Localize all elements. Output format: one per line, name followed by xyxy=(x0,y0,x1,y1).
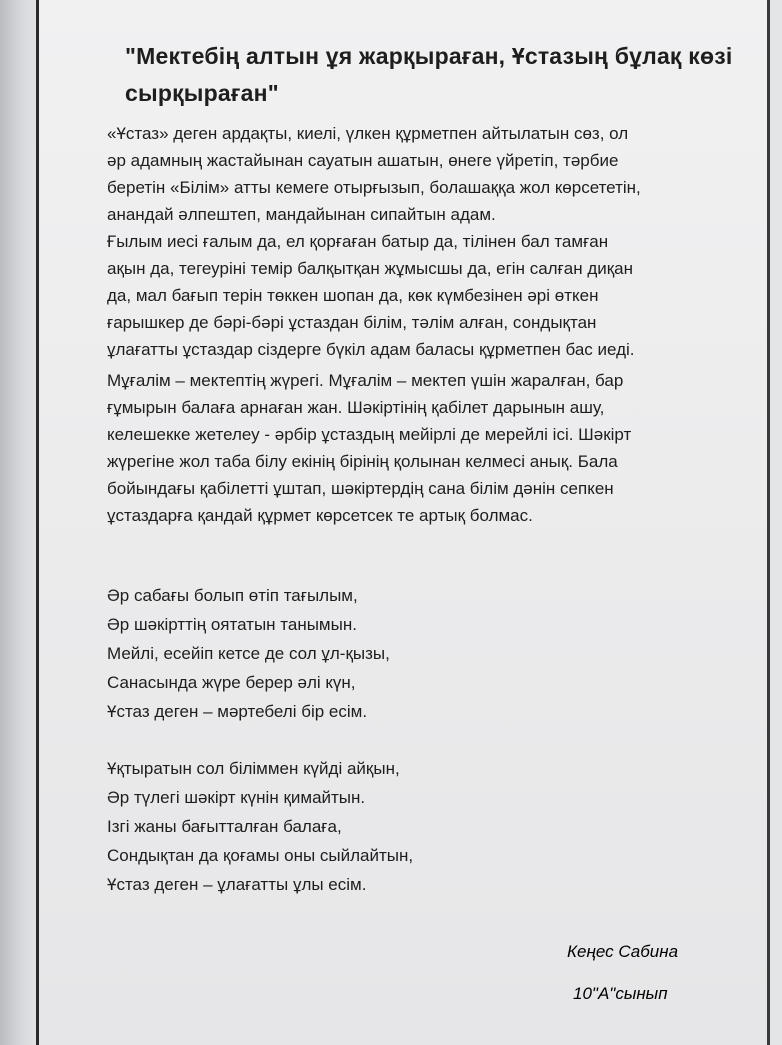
poem-stanza-1 xyxy=(107,581,747,726)
poem-line: Санасында жүре берер әлі күн, xyxy=(107,673,356,692)
text-line: келешекке жетелеу - әрбір ұстаздың мейірлі де мерейлі ісі. Шәкірт xyxy=(107,425,632,444)
text-line: бойындағы қабілетті ұштап, шәкіртердің сана білім дәнін сепкен xyxy=(107,479,614,498)
paragraph-1 xyxy=(107,120,747,228)
text-line: анандай әлпештеп, мандайынан сипайтын адам. xyxy=(107,205,496,224)
poem-line: Мейлі, есейіп кетсе де сол ұл-қызы, xyxy=(107,644,390,663)
poem-line: Ұстаз деген – ұлағатты ұлы есім. xyxy=(107,875,367,894)
text-line: ұстаздарға қандай құрмет көрсетсек те артық болмас. xyxy=(107,506,533,525)
author-name: Кеңес Сабина xyxy=(567,942,679,961)
poem-line: Сондықтан да қоғамы оны сыйлайтын, xyxy=(107,846,414,865)
document-title: "Мектебің алтын ұя жарқыраған, Ұстазың бұлақ көзі сырқыраған" xyxy=(125,43,733,106)
poem-line: Әр түлегі шәкірт күнін қимайтын. xyxy=(107,788,366,807)
poem-line: Әр сабағы болып өтіп тағылым, xyxy=(107,586,358,605)
text-line: әр адамның жастайынан сауатын ашатын, өнеге үйретіп, тәрбие xyxy=(107,151,619,170)
text-line: ғарышкер де бәрі-бәрі ұстаздан білім, тәлім алған, сондықтан xyxy=(107,313,597,332)
text-line: Мұғалім – мектептің жүрегі. Мұғалім – мектеп үшін жаралған, бар xyxy=(107,371,624,390)
text-line: «Ұстаз» деген ардақты, киелі, үлкен құрметпен айтылатын сөз, ол xyxy=(107,124,629,143)
poem-line: Ізгі жаны бағытталған балаға, xyxy=(107,817,342,836)
poem-line: Әр шәкірттің оятатын танымын. xyxy=(107,615,357,634)
text-line: жүрегіне жол таба білу екінің бірінің қолынан келмесі анық. Бала xyxy=(107,452,618,471)
paragraph-3 xyxy=(107,367,747,529)
poem-stanza-2 xyxy=(107,754,747,899)
document-body xyxy=(107,38,747,899)
text-line: ақын да, тегеурінi темір балқытқан жұмысшы да, егін салған диқан xyxy=(107,259,634,278)
poem-line: Ұстаз деген – мәртебелі бір есім. xyxy=(107,702,368,721)
poem-line: Ұқтыратын сол біліммен күйді айқын, xyxy=(107,759,400,778)
text-line: ұлағатты ұстаздар сіздерге бүкіл адам баласы құрметпен бас иеді. xyxy=(107,340,635,359)
text-line: беретін «Білім» атты кемеге отырғызып, болашаққа жол көрсететін, xyxy=(107,178,641,197)
text-line: ғұмырын балаға арнаған жан. Шәкіртінің қабілет дарынын ашу, xyxy=(107,398,605,417)
class-label: 10"А"сынып xyxy=(573,984,668,1003)
paragraph-2 xyxy=(107,228,747,363)
paper-sheet xyxy=(36,0,770,1045)
text-line: Ғылым иесі ғалым да, ел қорғаған батыр да, тілінен бал тамған xyxy=(107,232,609,251)
text-line: да, мал бағып терін төккен шопан да, көк күмбезінен әрі өткен xyxy=(107,286,599,305)
